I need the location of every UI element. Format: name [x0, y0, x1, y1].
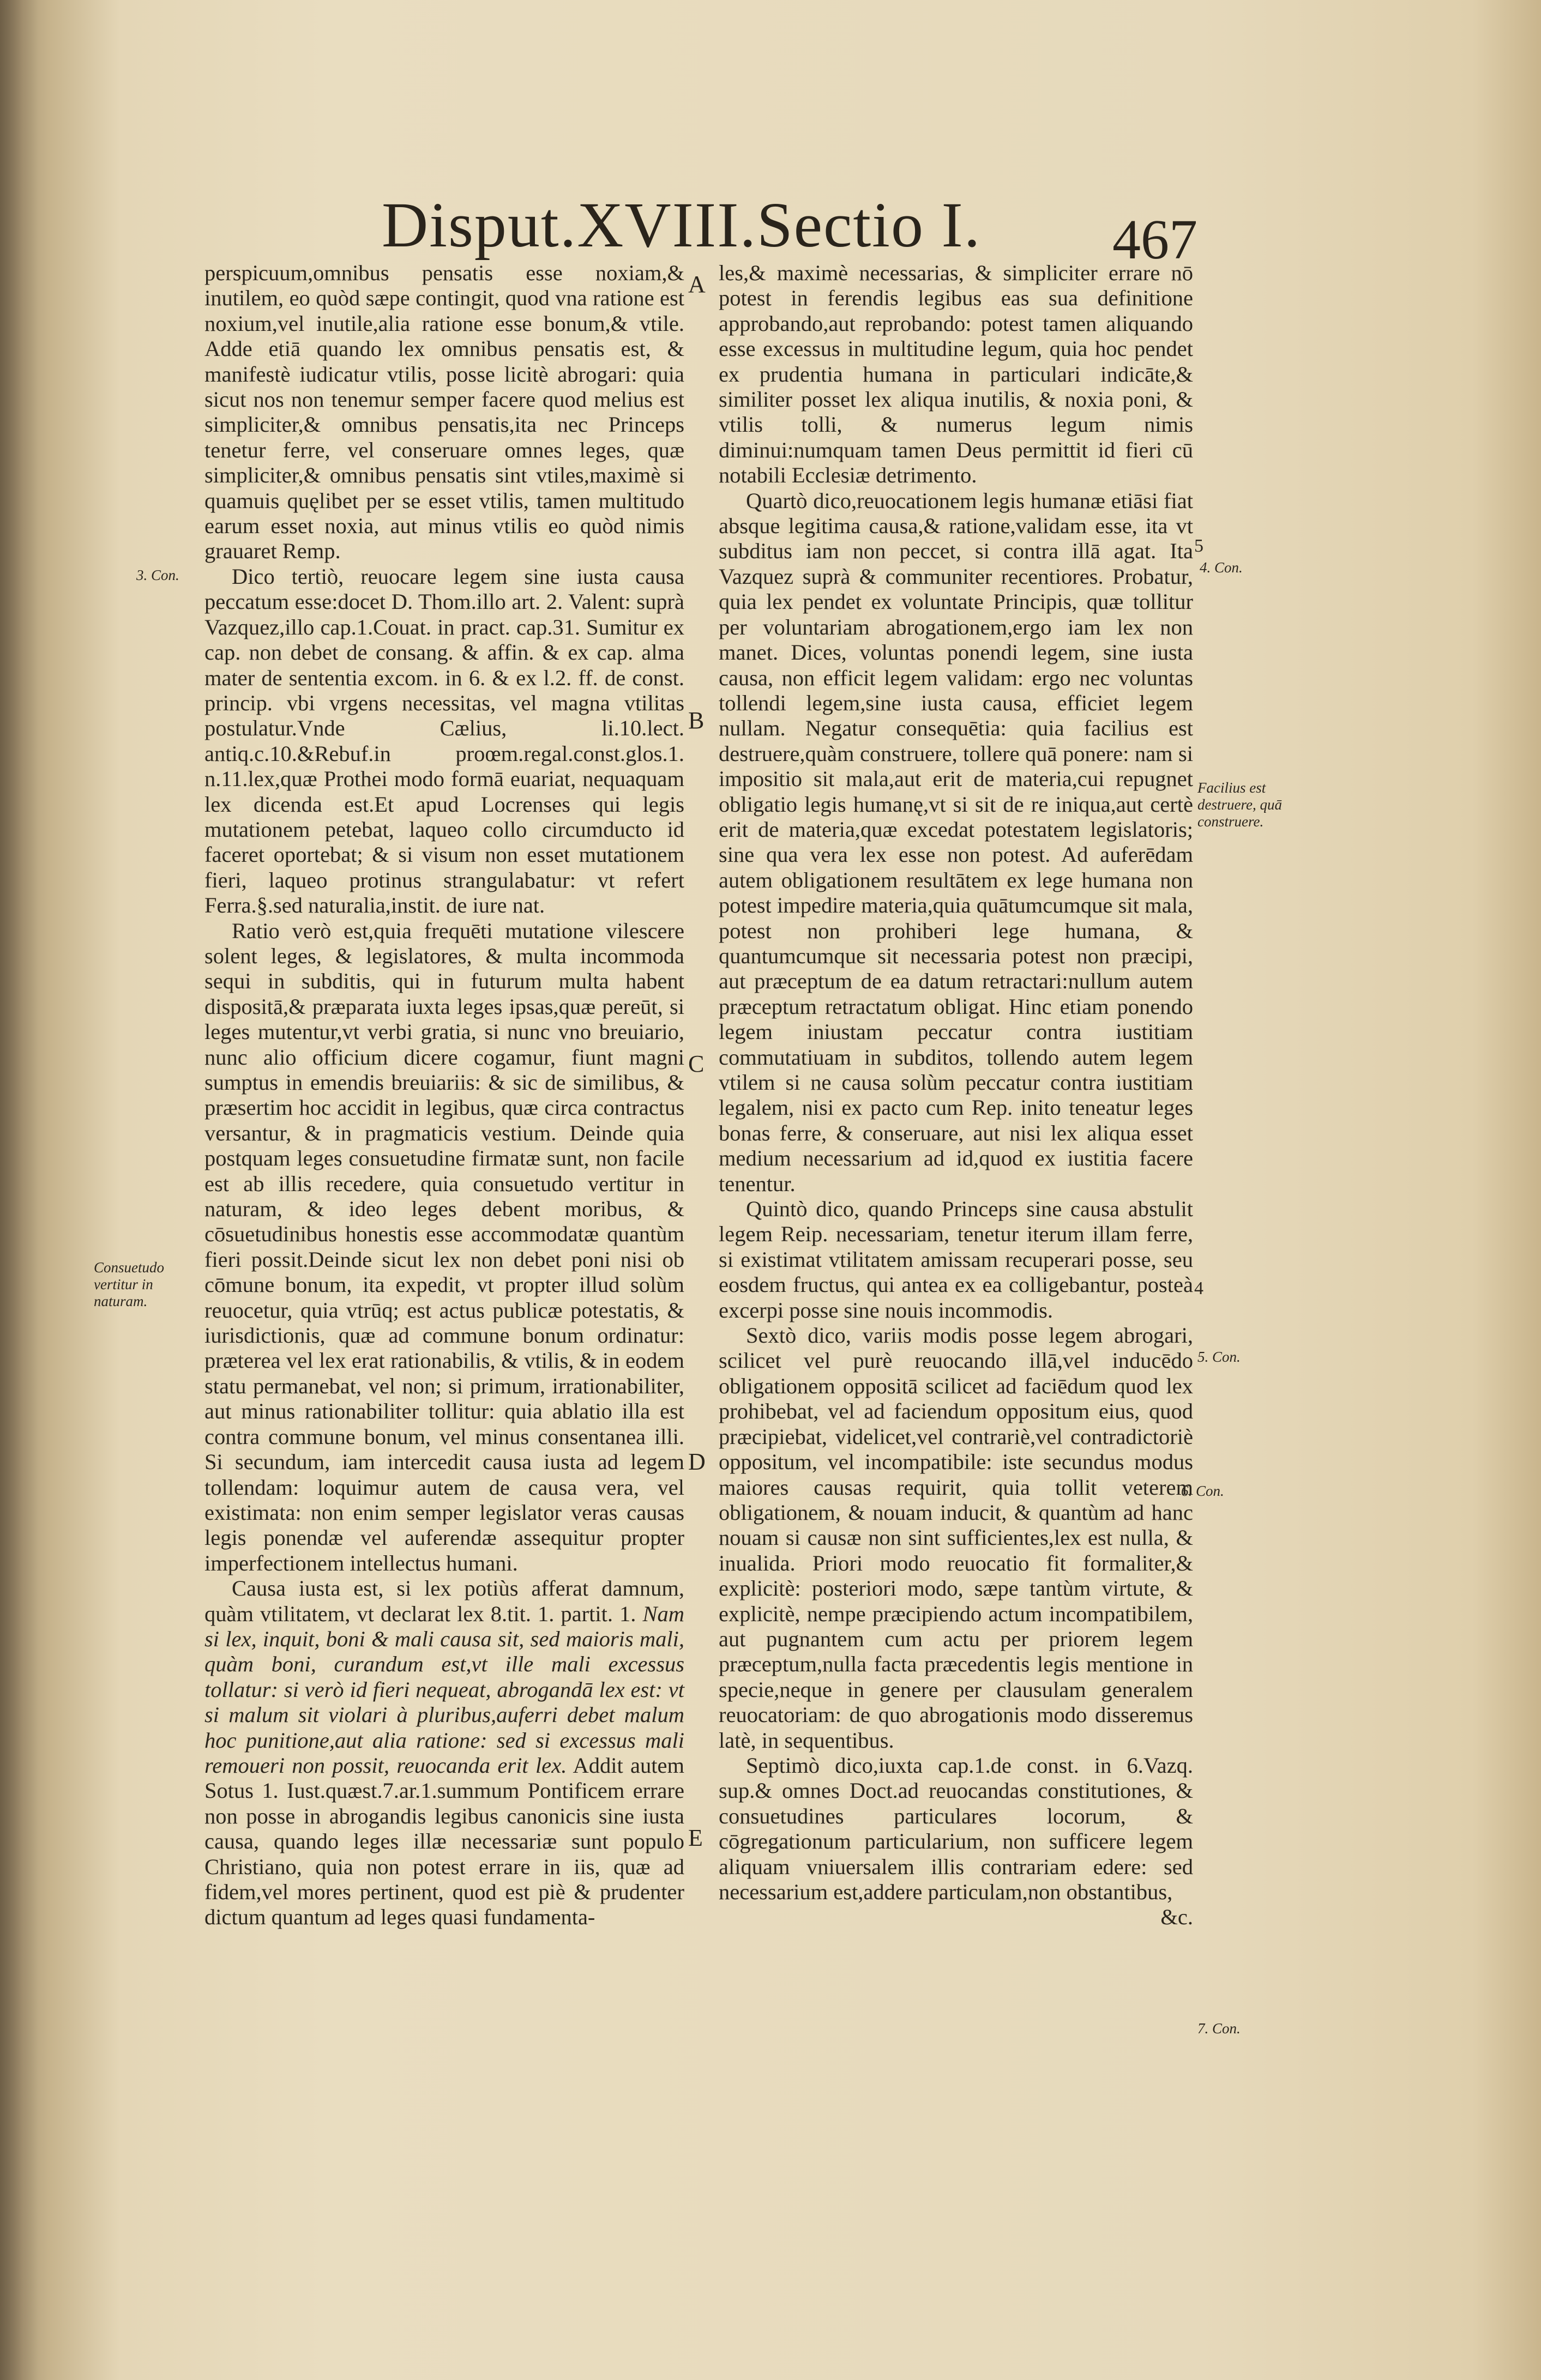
page-number: 467 [1112, 208, 1197, 271]
left-paragraph-1: perspicuum,omnibus pensatis esse noxiam,& inutilem, eo quòd sæpe contingit, quod vna ratione est noxium,vel inutile,alia ratione esse bonum,& vtile. Adde etiā quando lex omnibus pensatis est, & manifestè iudicatur vtilis, posse licitè abrogari: quia sicut nos non tenemur semper facere quod melius est simpliciter,& omnibus pensatis,ita nec Princeps tenetur ferre, vel conseruare omnes leges, quæ simpliciter,& omnibus pensatis sint vtiles,maximè si quamuis quęlibet per se esset vtilis, tamen multitudo earum esset noxia, aut minus vtilis eo quòd nimis grauaret Remp. [204, 261, 684, 564]
margin-note-facilius: Facilius est destruere, quā construere. [1197, 780, 1282, 830]
right-paragraph-4: Sextò dico, variis modis posse legem abrogari, scilicet vel purè reuocando illā,vel inducēdo obligationem oppositā scilicet ad faciēdum quod lex prohibebat, vel ad faciendum oppositum eius, quod præcipiebat, videlicet,vel contrariè,vel contradictoriè oppositum, vel incompatibile: iste secundus modus maiores causas requirit, quia tollit veterem obligationem, & nouam inducit, & quantùm ad hanc nouam si causæ non sint sufficientes,lex est nulla, & inualida. Priori modo reuocatio fit formaliter,& explicitè: posteriori modo, sæpe tantùm virtute, & explicitè, nempe præcipiendo actum incompatibilem, aut pugnantem cum actu per priorem legem præceptum,nulla facta præcedentis legis mentione in specie,neque in genere per clausulam generalem reuocatoriam: de quo abrogationis modo disseremus latè, in sequentibus. [719, 1323, 1193, 1753]
right-etcetera: &c. [1160, 1905, 1193, 1930]
left-column [204, 261, 684, 1930]
left-paragraph-3: Ratio verò est,quia frequēti mutatione vilescere solent leges, & legislatores, & multa incommoda sequi in subditis, qui in futurum multa habent dispositā,& præparata iuxta leges ipsas,quæ pereūt, si leges mutentur,vt verbi gratia, si nunc vno breuiario, nunc alio officium dicere cogamur, fiunt magni sumptus in emendis breuiariis: & sic de similibus, & præsertim hoc accidit in legibus, quæ circa contractus versantur, & in pragmaticis vestium. Deinde quia postquam leges consuetudine firmatæ sunt, non facile est ab illis recedere, quia consuetudo vertitur in naturam, & ideo leges debent moribus, & cōsuetudinibus honestis esse accommodatæ quantùm fieri possit.Deinde sicut lex non debet poni nisi ob cōmune bonum, ita expedit, vt propter illud solùm reuocetur, quia vtrūq; est actus publicæ potestatis, & iurisdictionis, quæ ad commune bonum ordinatur: præterea vel lex erat rationabilis, & vtilis, & in eodem statu permanebat, vel non; si primum, irrationabiliter, aut minus rationabiliter tollitur: quia ablatio illa est contra commune bonum, vel minus consentanea illi. Si secundum, iam intercedit causa iusta ad legem tollendam: loquimur autem de causa vera, vel existimata: non enim semper legislator veras causas legis ponendæ vel auferendæ assequitur propter imperfectionem intellectus humani. [204, 918, 684, 1575]
right-column [719, 261, 1193, 1930]
section-letter-c: C [688, 1050, 705, 1077]
left-paragraph-2: Dico tertiò, reuocare legem sine iusta causa peccatum esse:docet D. Thom.illo art. 2. Valent: suprà Vazquez,illo cap.1.Couat. in pract. cap.31. Sumitur ex cap. non debet de consang. & affin. & ex cap. alma mater de sententia excom. in 6. & ex l.2. ff. de const. princip. vbi vrgens necessitas, vel magna vtilitas postulatur.Vnde Cælius, li.10.lect. antiq.c.10.&Rebuf.in proœm.regal.const.glos.1. n.11.lex,quæ Prothei modo formā euariat, nequaquam lex dicenda est.Et apud Locrenses qui legis mutationem petebat, laqueo collo circumducto id faceret oportebat; & si visum non esset mutationem fieri, laqueo protinus strangulabatur: vt refert Ferra.§.sed naturalia,instit. de iure nat. [204, 564, 684, 918]
right-paragraph-1: les,& maximè necessarias, & simpliciter errare nō potest in ferendis legibus eas sua definitione approbando,aut reprobando: potest tamen aliquando esse excessus in multitudine legum, quia hoc pendet ex prudentia humana in particulari indicāte,& similiter posset lex aliqua inutilis, & noxia poni, & vtilis tolli, & numerus legum nimis diminui:numquam tamen Deus permittit id fieri cū notabili Ecclesiæ detrimento. [719, 261, 1193, 488]
margin-note-num5: 5 [1194, 536, 1203, 556]
section-letter-e: E [688, 1825, 703, 1851]
section-letter-d: D [688, 1448, 706, 1475]
margin-note-consuetudo: Consuetudo vertitur in naturam. [94, 1259, 165, 1309]
right-paragraph-2: Quartò dico,reuocationem legis humanæ etiāsi fiat absque legitima causa,& ratione,validam esse, ita vt subditus iam non peccet, si contra illā agat. Ita Vazquez suprà & communiter recentiores. Probatur, quia lex pendet ex voluntate Principis, quæ tollitur per voluntariam abrogationem,ergo iam lex non manet. Dices, voluntas ponendi legem, sine iusta causa, non efficit legem validam: ergo nec voluntas tollendi legem,sine iusta causa, efficiet legem nullam. Negatur consequētia: quia facilius est destruere,quàm construere, tollere quā ponere: nam si impositio sit mala,aut erit de materia,cui repugnet obligatio legis humanę,vt si sit de re iniqua,aut certè erit de materia,quæ excedat potestatem legislatoris; sine qua vera lex esse non potest. Ad auferēdam autem obligationem resultātem ex lege humana non potest impedire materia,quia quātumcumque sit mala, potest non prohiberi lege humana, & quantumcumque sit necessaria potest non præcipi, aut præceptum de ea datum retractari:nullum autem præceptum retractatum obligat. Hinc etiam ponendo legem iniustam peccatur contra iustitiam commutatiuam in subditos, tollendo autem legem vtilem si ne causa solùm peccatur contra iustitiam legalem, nisi ex pacto cum Rep. inito teneatur leges bonas ferre, & conseruare, aut nisi lex aliqua esset medium necessarium ad id,quod ex iustitia facere tenentur. [719, 488, 1193, 1196]
margin-note-con6: 6. Con. [1181, 1483, 1224, 1499]
running-title: Disput.XVIII.Sectio I. [382, 189, 982, 261]
right-paragraph-3: Quintò dico, quando Princeps sine causa abstulit legem Reip. necessariam, tenetur iterum illam ferre, si existimat vtilitatem amissam recuperari posse, seu eosdem fructus, qui antea ex ea colligebantur, posteà excerpi posse sine nouis incommodis. [719, 1197, 1193, 1322]
margin-note-num4: 4 [1194, 1278, 1203, 1298]
margin-note-con4: 4. Con. [1200, 559, 1243, 576]
section-letter-a: A [688, 271, 706, 298]
section-letter-b: B [688, 707, 705, 734]
left-paragraph-4-start: Causa iusta est, si lex potiùs afferat damnum, quàm vtilitatem, vt declarat lex 8.tit. 1. partit. 1. [204, 1576, 684, 1626]
right-paragraph-5: Septimò dico,iuxta cap.1.de const. in 6.Vazq. sup.& omnes Doct.ad reuocandas constitutiones, & consuetudines particulares locorum, & cōgregationum particularium, non sufficere legem aliquam vniuersalem illis contrariam edere: sed necessarium est,addere particulam,non obstantibus, [719, 1753, 1193, 1904]
left-paragraph-4-end: Addit autem Sotus 1. Iust.quæst.7.ar.1.summum Pontificem errare non posse in abrogandis legibus canonicis sine iusta causa, quando leges illæ necessariæ sunt populo Christiano, quia non potest errare in iis, quæ ad fidem,vel mores pertinent, quod est piè & prudenter dictum quantum ad leges quasi fundamenta- [204, 1753, 684, 1930]
margin-note-con3: 3. Con. [136, 567, 179, 583]
margin-note-con5: 5. Con. [1197, 1349, 1241, 1365]
margin-note-con7: 7. Con. [1197, 2020, 1241, 2037]
left-paragraph-4-quote: Nam si lex, inquit, boni & mali causa sit, sed maioris mali, quàm boni, curandum est,vt ille mali excessus tollatur: si verò id fieri nequeat, abrogandā lex est: vt si malum sit violari à pluribus,auferri debet malum hoc punitione,aut alia ratione: sed si excessus mali remoueri non possit, reuocanda erit lex. [204, 1601, 685, 1778]
left-paragraph-4 [204, 1576, 684, 1930]
gutter-shadow [0, 0, 38, 2380]
